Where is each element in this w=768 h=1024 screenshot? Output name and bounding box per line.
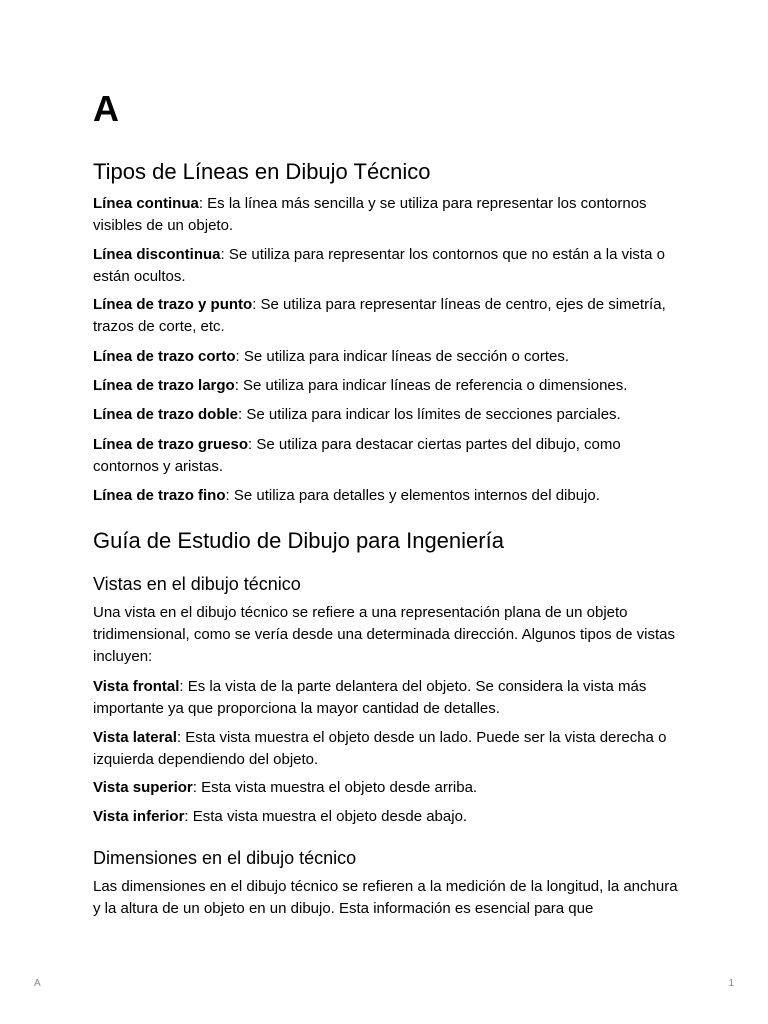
list-item [93,346,678,368]
definition: : Esta vista muestra el objeto desde abajo. [184,808,468,825]
section-title-line-types: Tipos de Líneas en Dibujo Técnico [93,159,431,184]
term: Línea continua [93,195,199,212]
subsection-title-dimensions: Dimensiones en el dibujo técnico [93,848,357,868]
list-item [93,806,678,828]
term: Vista inferior [93,808,185,825]
definition: : Se utiliza para indicar los límites de secciones parciales. [238,406,621,423]
list-item [93,485,678,507]
list-item [93,676,678,720]
page-letter-heading: A [93,88,119,129]
definition: : Se utiliza para destacar ciertas partes del dibujo, como contornos y aristas. [93,436,621,475]
definition: : Se utiliza para detalles y elementos internos del dibujo. [225,487,600,504]
term: Línea de trazo y punto [93,296,253,313]
definition: : Esta vista muestra el objeto desde un lado. Puede ser la vista derecha o izquierda dependiendo del objeto. [93,729,667,768]
list-item [93,244,678,288]
term: Línea de trazo fino [93,487,226,504]
list-item [93,193,678,237]
list-item [93,294,678,338]
term: Vista lateral [93,729,177,746]
footer-label: A [34,978,41,989]
page-number: 1 [728,978,734,989]
term: Línea de trazo doble [93,406,239,423]
term: Línea de trazo largo [93,377,235,394]
paragraph: Las dimensiones en el dibujo técnico se refieren a la medición de la longitud, la anchura y la altura de un objeto en un dibujo. Esta información es esencial para que [93,878,678,917]
term: Vista superior [93,779,193,796]
definition: : Se utiliza para indicar líneas de referencia o dimensiones. [234,377,628,394]
section-title-study-guide: Guía de Estudio de Dibujo para Ingeniería [93,528,504,553]
list-item [93,375,678,397]
list-item [93,727,678,771]
list-item [93,777,678,799]
definition: : Esta vista muestra el objeto desde arriba. [192,779,478,796]
term: Línea discontinua [93,246,221,263]
definition: : Es la línea más sencilla y se utiliza para representar los contornos visibles de un objeto. [93,195,647,234]
definition: : Se utiliza para representar líneas de centro, ejes de simetría, trazos de corte, etc. [93,296,666,335]
paragraph: Una vista en el dibujo técnico se refiere a una representación plana de un objeto tridimensional, como se vería desde una determinada dirección. Algunos tipos de vistas incluyen: [93,604,675,665]
term: Vista frontal [93,678,180,695]
term: Línea de trazo grueso [93,436,249,453]
term: Línea de trazo corto [93,348,236,365]
subsection-title-views: Vistas en el dibujo técnico [93,574,301,594]
list-item [93,404,678,426]
definition: : Se utiliza para representar los contornos que no están a la vista o están ocultos. [93,246,665,285]
definition: : Es la vista de la parte delantera del objeto. Se considera la vista más importante ya que proporciona la mayor cantidad de detalles. [93,678,647,717]
definition: : Se utiliza para indicar líneas de sección o cortes. [235,348,570,365]
list-item [93,434,678,478]
